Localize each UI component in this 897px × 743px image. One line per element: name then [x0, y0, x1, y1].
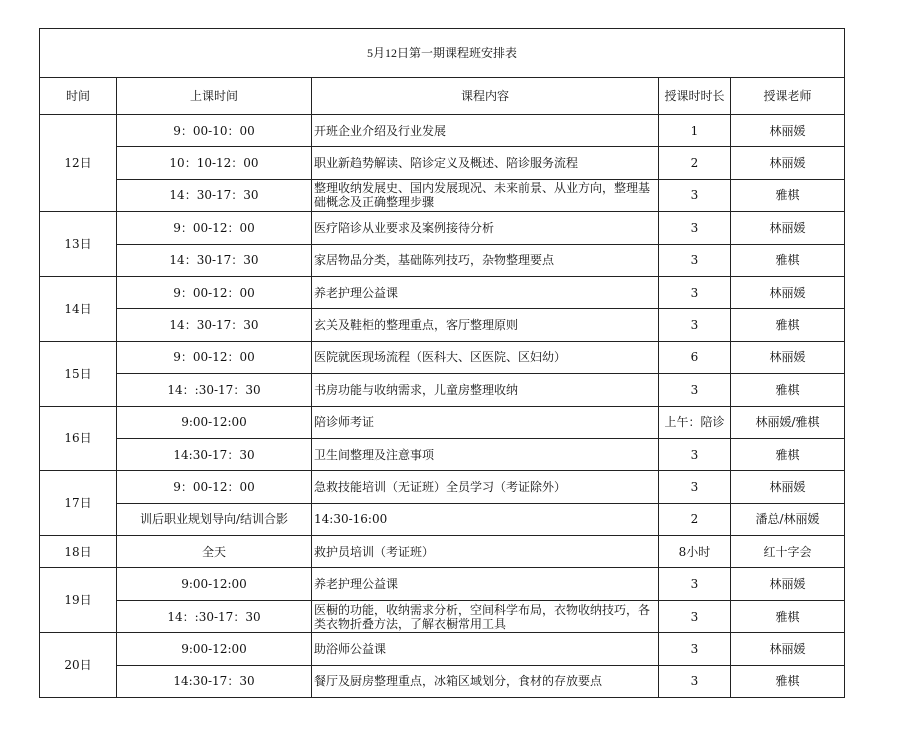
class-time-cell: 全天 [117, 536, 312, 568]
course-content-cell: 救护员培训（考证班） [312, 536, 659, 568]
table-title: 5月12日第一期课程班安排表 [40, 29, 845, 78]
duration-cell: 3 [659, 244, 731, 276]
teacher-cell: 雅棋 [731, 309, 845, 341]
duration-cell: 3 [659, 179, 731, 211]
header-course-content: 课程内容 [312, 78, 659, 115]
teacher-cell: 雅棋 [731, 600, 845, 632]
table-row [40, 665, 845, 697]
day-cell: 13日 [40, 212, 117, 277]
teacher-cell: 雅棋 [731, 244, 845, 276]
table-row [40, 536, 845, 568]
table-row [40, 179, 845, 211]
course-content-cell: 医疗陪诊从业要求及案例接待分析 [312, 212, 659, 244]
duration-cell: 3 [659, 600, 731, 632]
duration-cell: 8小时 [659, 536, 731, 568]
day-cell: 20日 [40, 633, 117, 698]
teacher-cell: 林丽媛 [731, 276, 845, 308]
class-time-cell: 14:30-17：30 [117, 438, 312, 470]
course-content-cell: 职业新趋势解读、陪诊定义及概述、陪诊服务流程 [312, 147, 659, 179]
table-row [40, 212, 845, 244]
class-time-cell: 14：:30-17：30 [117, 374, 312, 406]
table-row [40, 568, 845, 600]
table-row [40, 276, 845, 308]
course-content-cell: 餐厅及厨房整理重点，冰箱区域划分，食材的存放要点 [312, 665, 659, 697]
table-row [40, 471, 845, 503]
duration-cell: 6 [659, 341, 731, 373]
table-row [40, 309, 845, 341]
teacher-cell: 林丽媛 [731, 568, 845, 600]
duration-cell: 2 [659, 503, 731, 535]
duration-cell: 2 [659, 147, 731, 179]
schedule-body [40, 29, 845, 698]
teacher-cell: 林丽媛 [731, 471, 845, 503]
class-time-cell: 14：:30-17：30 [117, 600, 312, 632]
class-time-cell: 14：30-17：30 [117, 244, 312, 276]
class-time-cell: 14:30-17：30 [117, 665, 312, 697]
table-row [40, 244, 845, 276]
day-cell: 19日 [40, 568, 117, 633]
table-row [40, 374, 845, 406]
course-content-cell: 书房功能与收纳需求，儿童房整理收纳 [312, 374, 659, 406]
duration-cell: 3 [659, 309, 731, 341]
teacher-cell: 林丽媛/雅棋 [731, 406, 845, 438]
header-class-time: 上课时间 [117, 78, 312, 115]
duration-cell: 1 [659, 115, 731, 147]
course-content-cell: 玄关及鞋柜的整理重点，客厅整理原则 [312, 309, 659, 341]
class-time-cell: 9:00-12:00 [117, 568, 312, 600]
table-row [40, 341, 845, 373]
table-row [40, 147, 845, 179]
class-time-cell: 9：00-10：00 [117, 115, 312, 147]
duration-cell: 3 [659, 438, 731, 470]
class-time-cell: 14：30-17：30 [117, 179, 312, 211]
teacher-cell: 潘总/林丽媛 [731, 503, 845, 535]
duration-cell: 3 [659, 471, 731, 503]
teacher-cell: 林丽媛 [731, 341, 845, 373]
course-content-cell: 开班企业介绍及行业发展 [312, 115, 659, 147]
course-content-cell: 医院就医现场流程（医科大、区医院、区妇幼） [312, 341, 659, 373]
teacher-cell: 雅棋 [731, 374, 845, 406]
course-content-cell: 养老护理公益课 [312, 568, 659, 600]
class-time-cell: 9：00-12：00 [117, 471, 312, 503]
class-time-cell: 训后职业规划导向/结训合影 [117, 503, 312, 535]
header-row [40, 78, 845, 115]
course-content-cell: 助浴师公益课 [312, 633, 659, 665]
course-content-cell: 卫生间整理及注意事项 [312, 438, 659, 470]
teacher-cell: 林丽媛 [731, 147, 845, 179]
class-time-cell: 9：00-12：00 [117, 212, 312, 244]
schedule-table [39, 28, 845, 698]
course-content-cell: 急救技能培训（无证班）全员学习（考证除外） [312, 471, 659, 503]
teacher-cell: 红十字会 [731, 536, 845, 568]
title-row [40, 29, 845, 78]
day-cell: 12日 [40, 115, 117, 212]
course-content-cell: 陪诊师考证 [312, 406, 659, 438]
table-row [40, 438, 845, 470]
duration-cell: 3 [659, 212, 731, 244]
course-content-cell: 养老护理公益课 [312, 276, 659, 308]
class-time-cell: 9：00-12：00 [117, 276, 312, 308]
header-duration: 授课时时长 [659, 78, 731, 115]
teacher-cell: 雅棋 [731, 438, 845, 470]
table-row [40, 503, 845, 535]
table-row [40, 406, 845, 438]
table-row [40, 115, 845, 147]
duration-cell: 3 [659, 374, 731, 406]
teacher-cell: 林丽媛 [731, 115, 845, 147]
day-cell: 14日 [40, 276, 117, 341]
day-cell: 18日 [40, 536, 117, 568]
class-time-cell: 9:00-12:00 [117, 633, 312, 665]
duration-cell: 上午：陪诊 [659, 406, 731, 438]
teacher-cell: 林丽媛 [731, 212, 845, 244]
teacher-cell: 林丽媛 [731, 633, 845, 665]
day-cell: 16日 [40, 406, 117, 471]
header-day: 时间 [40, 78, 117, 115]
teacher-cell: 雅棋 [731, 179, 845, 211]
header-teacher: 授课老师 [731, 78, 845, 115]
class-time-cell: 9：00-12：00 [117, 341, 312, 373]
table-row [40, 633, 845, 665]
teacher-cell: 雅棋 [731, 665, 845, 697]
course-content-cell: 整理收纳发展史、国内发展现况、未来前景、从业方向，整理基础概念及正确整理步骤 [312, 179, 659, 211]
class-time-cell: 14：30-17：30 [117, 309, 312, 341]
course-content-cell: 14:30-16:00 [312, 503, 659, 535]
course-content-cell: 医橱的功能，收纳需求分析，空间科学布局，衣物收纳技巧，各类衣物折叠方法，了解衣橱常用工具 [312, 600, 659, 632]
class-time-cell: 10：10-12：00 [117, 147, 312, 179]
course-content-cell: 家居物品分类，基础陈列技巧，杂物整理要点 [312, 244, 659, 276]
class-time-cell: 9:00-12:00 [117, 406, 312, 438]
duration-cell: 3 [659, 665, 731, 697]
day-cell: 15日 [40, 341, 117, 406]
duration-cell: 3 [659, 633, 731, 665]
day-cell: 17日 [40, 471, 117, 536]
duration-cell: 3 [659, 568, 731, 600]
table-row [40, 600, 845, 632]
duration-cell: 3 [659, 276, 731, 308]
